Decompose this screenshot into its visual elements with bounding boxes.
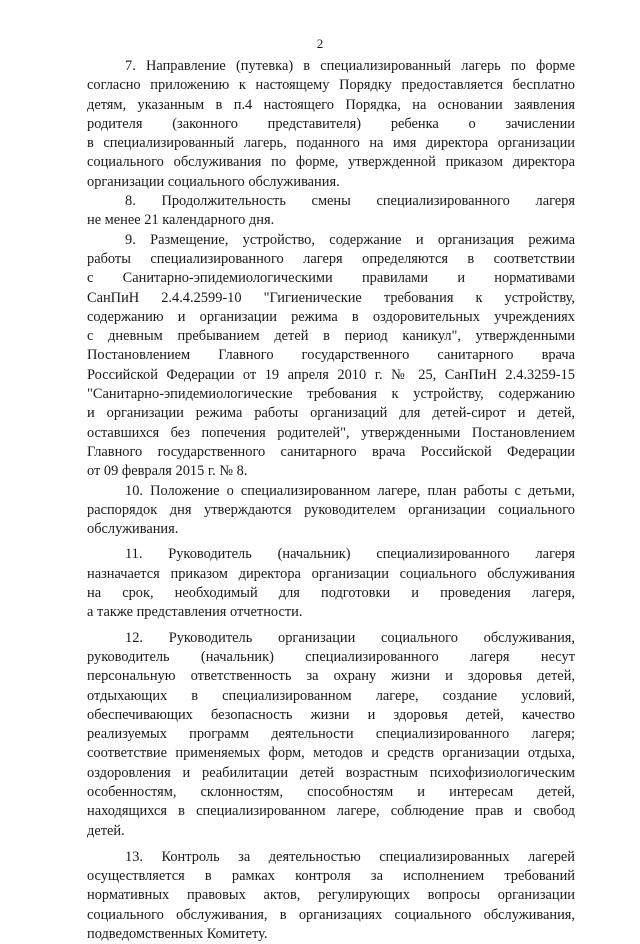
text-line: 8. Продолжительность смены специализированного лагеря — [125, 193, 575, 210]
text-line: социального обслуживания по форме, утвержденной приказом директора — [87, 154, 575, 171]
text-line: организации социального обслуживания. — [87, 173, 340, 190]
text-line: оздоровления и реабилитации детей возрастным психофизиологическим — [87, 764, 575, 781]
page-number: 2 — [316, 36, 324, 51]
text-line: 12. Руководитель организации социального обслуживания, — [125, 629, 575, 646]
paragraph-10 — [87, 482, 575, 540]
text-line: оставшихся без попечения родителей", утвержденными Постановлением — [87, 424, 575, 441]
text-line: обслуживания. — [87, 521, 179, 538]
text-line: детям, указанным в п.4 настоящего Порядка, на основании заявления — [87, 96, 575, 113]
paragraph-12 — [87, 629, 575, 841]
text-line: особенностям, склонностям, способностям и интересам детей, — [87, 783, 575, 800]
paragraph-7 — [87, 57, 575, 192]
text-line: 9. Размещение, устройство, содержание и организация режима — [125, 231, 575, 248]
text-line: реализуемых программ деятельности специализированного лагеря; — [87, 726, 575, 743]
text-line: с дневным пребыванием детей в период каникул", утвержденными — [87, 328, 575, 345]
text-line: находящихся в специализированном лагере, соблюдение прав и свобод — [87, 803, 575, 820]
text-line: СанПиН 2.4.4.2599-10 "Гигиенические требования к устройству, — [87, 289, 575, 306]
text-line: с Санитарно-эпидемиологическими правилами и нормативами — [87, 270, 575, 287]
paragraph-8 — [87, 192, 575, 231]
text-line: назначается приказом директора организации социального обслуживания — [87, 565, 575, 582]
paragraph-11 — [87, 545, 575, 622]
text-line: 7. Направление (путевка) в специализированный лагерь по форме — [125, 58, 575, 74]
text-line: 13. Контроль за деятельностью специализированных лагерей — [125, 848, 575, 865]
text-line: 10. Положение о специализированном лагере, план работы с детьми, — [125, 482, 575, 499]
text-line: осуществляется в рамках контроля за исполнением требований — [87, 868, 575, 885]
text-line: соответствие применяемых форм, методов и средств организации отдыха, — [87, 745, 575, 762]
text-line: работы специализированного лагеря определяются в соответствии — [87, 250, 575, 267]
document-body — [87, 57, 575, 944]
text-line: от 09 февраля 2015 г. № 8. — [87, 463, 248, 480]
text-line: на срок, необходимый для подготовки и проведения лагеря, — [87, 585, 575, 602]
text-line: персональную ответственность за охрану жизни и здоровья детей, — [87, 668, 575, 685]
text-line: отдыхающих в специализированном лагере, создание условий, — [87, 687, 575, 704]
text-line: а также представления отчетности. — [87, 604, 303, 621]
text-line: Главного государственного санитарного врача Российской Федерации — [87, 443, 575, 460]
paragraph-13 — [87, 848, 575, 944]
text-line: Постановлением Главного государственного санитарного врача — [87, 347, 575, 364]
text-line: обеспечивающих безопасность жизни и здоровья детей, качество — [87, 706, 575, 723]
text-line: нормативных правовых актов, регулирующих вопросы организации — [87, 887, 575, 904]
text-line: и организации режима работы организаций для детей-сирот и детей, — [87, 405, 575, 422]
text-line: подведомственных Комитету. — [87, 926, 268, 943]
text-line: руководитель (начальник) специализированного лагеря несут — [87, 648, 575, 665]
text-line: социального обслуживания, в организациях социального обслуживания, — [87, 906, 575, 923]
text-line: родителя (законного представителя) ребенка о зачислении — [87, 115, 575, 132]
text-line: не менее 21 календарного дня. — [87, 212, 275, 229]
text-line: детей. — [87, 822, 125, 839]
text-line: 11. Руководитель (начальник) специализированного лагеря — [125, 546, 575, 563]
paragraph-9 — [87, 231, 575, 482]
text-line: Российской Федерации от 19 апреля 2010 г. № 25, СанПиН 2.4.3259-15 — [87, 366, 575, 383]
text-line: согласно приложению к настоящему Порядку предоставляется бесплатно — [87, 77, 575, 94]
text-line: распорядок дня утверждаются руководителем организации социального — [87, 501, 575, 518]
text-line: "Санитарно-эпидемиологические требования к устройству, содержанию — [87, 386, 575, 403]
text-line: содержанию и организации режима в оздоровительных учреждениях — [87, 308, 575, 325]
text-line: в специализированный лагерь, поданного на имя директора организации — [87, 135, 575, 152]
